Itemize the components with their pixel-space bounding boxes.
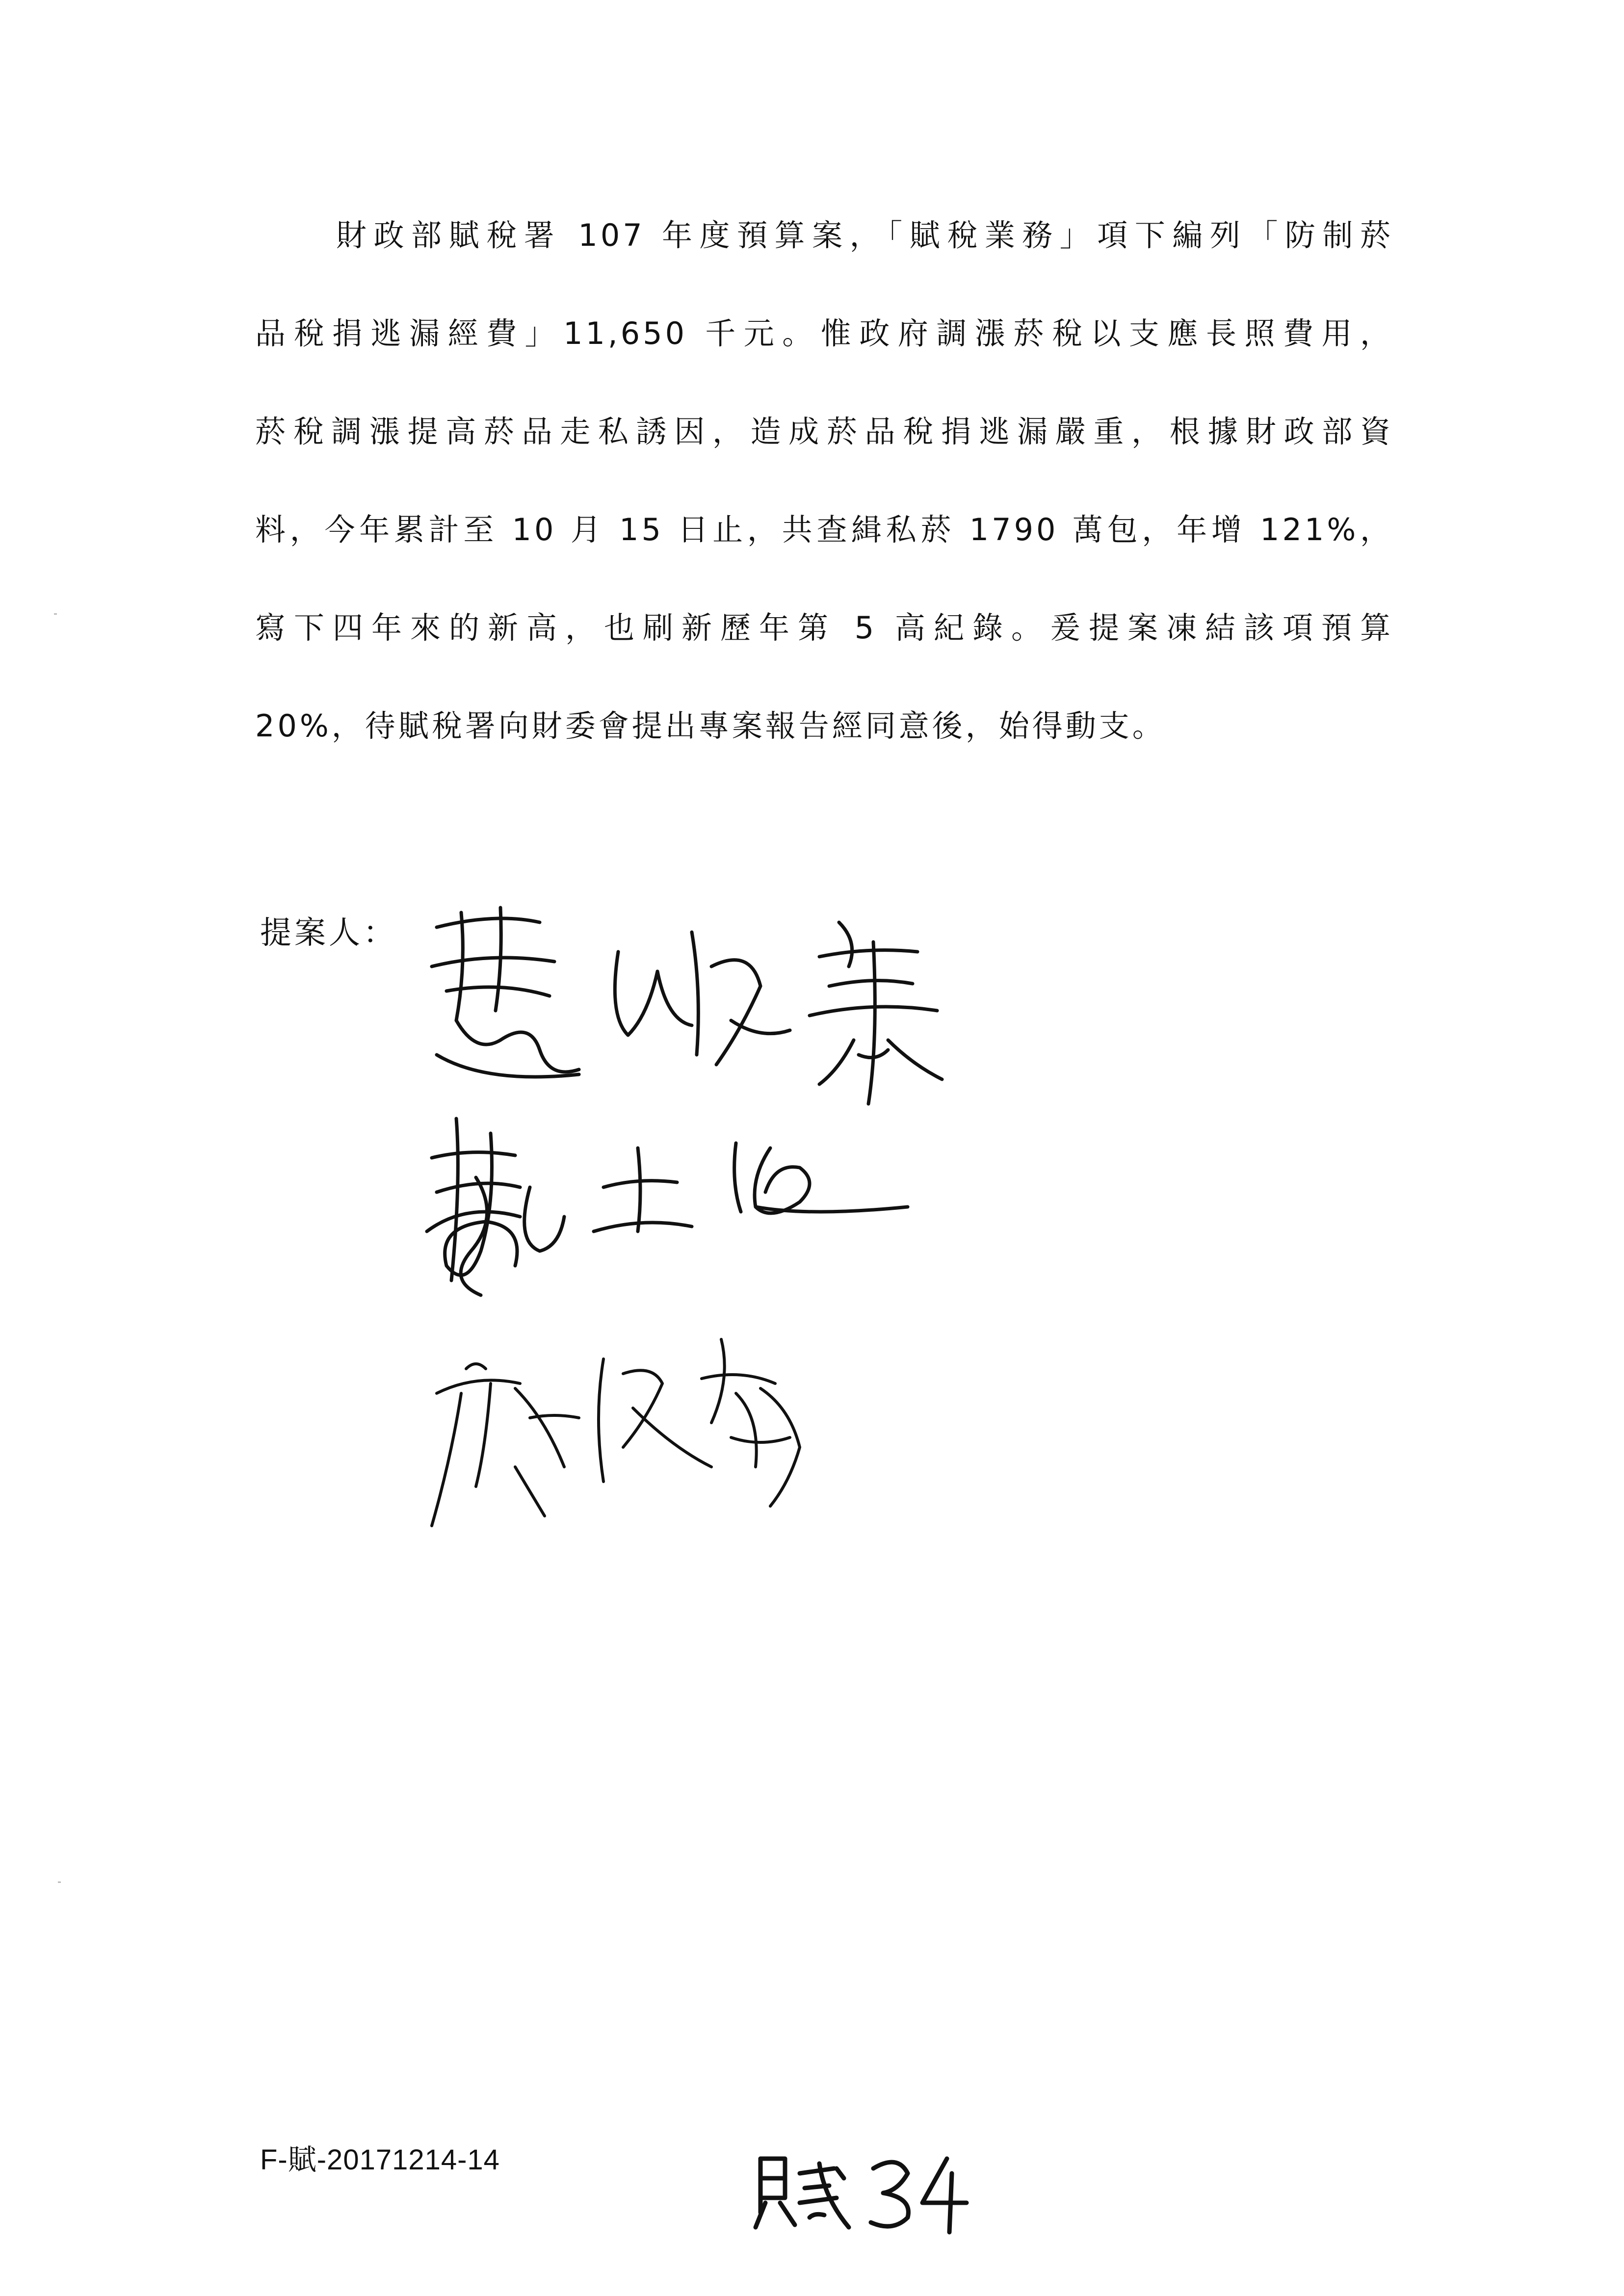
- paragraph-line: 財政部賦稅署 107 年度預算案，「賦稅業務」項下編列「防制菸: [336, 217, 1393, 253]
- proposal-body: [255, 211, 1393, 800]
- handwritten-stamp: [751, 2139, 976, 2237]
- paragraph-line: 菸稅調漲提高菸品走私誘因，造成菸品稅捐逃漏嚴重，根據財政部資: [255, 414, 1393, 449]
- paragraph-line: 品稅捐逃漏經費」11,650 千元。惟政府調漲菸稅以支應長照費用，: [255, 315, 1393, 351]
- scan-speck: [54, 613, 57, 615]
- document-code: F-賦-20171214-14: [260, 2144, 500, 2176]
- paragraph-line: 20%，待賦稅署向財委會提出專案報告經同意後，始得動支。: [255, 708, 1166, 744]
- handwritten-signature-2: [417, 1104, 981, 1320]
- handwritten-signature-1: [417, 893, 981, 1114]
- paragraph-line: 寫下四年來的新高，也刷新歷年第 5 高紀錄。爰提案凍結該項預算: [255, 610, 1393, 646]
- proposer-label: 提案人：: [260, 915, 397, 951]
- scan-speck: [58, 1881, 61, 1883]
- handwritten-signature-3: [417, 1320, 981, 1555]
- paragraph-line: 料，今年累計至 10 月 15 日止，共查緝私菸 1790 萬包，年增 121%，: [255, 512, 1393, 548]
- signature-block: [417, 893, 1055, 1570]
